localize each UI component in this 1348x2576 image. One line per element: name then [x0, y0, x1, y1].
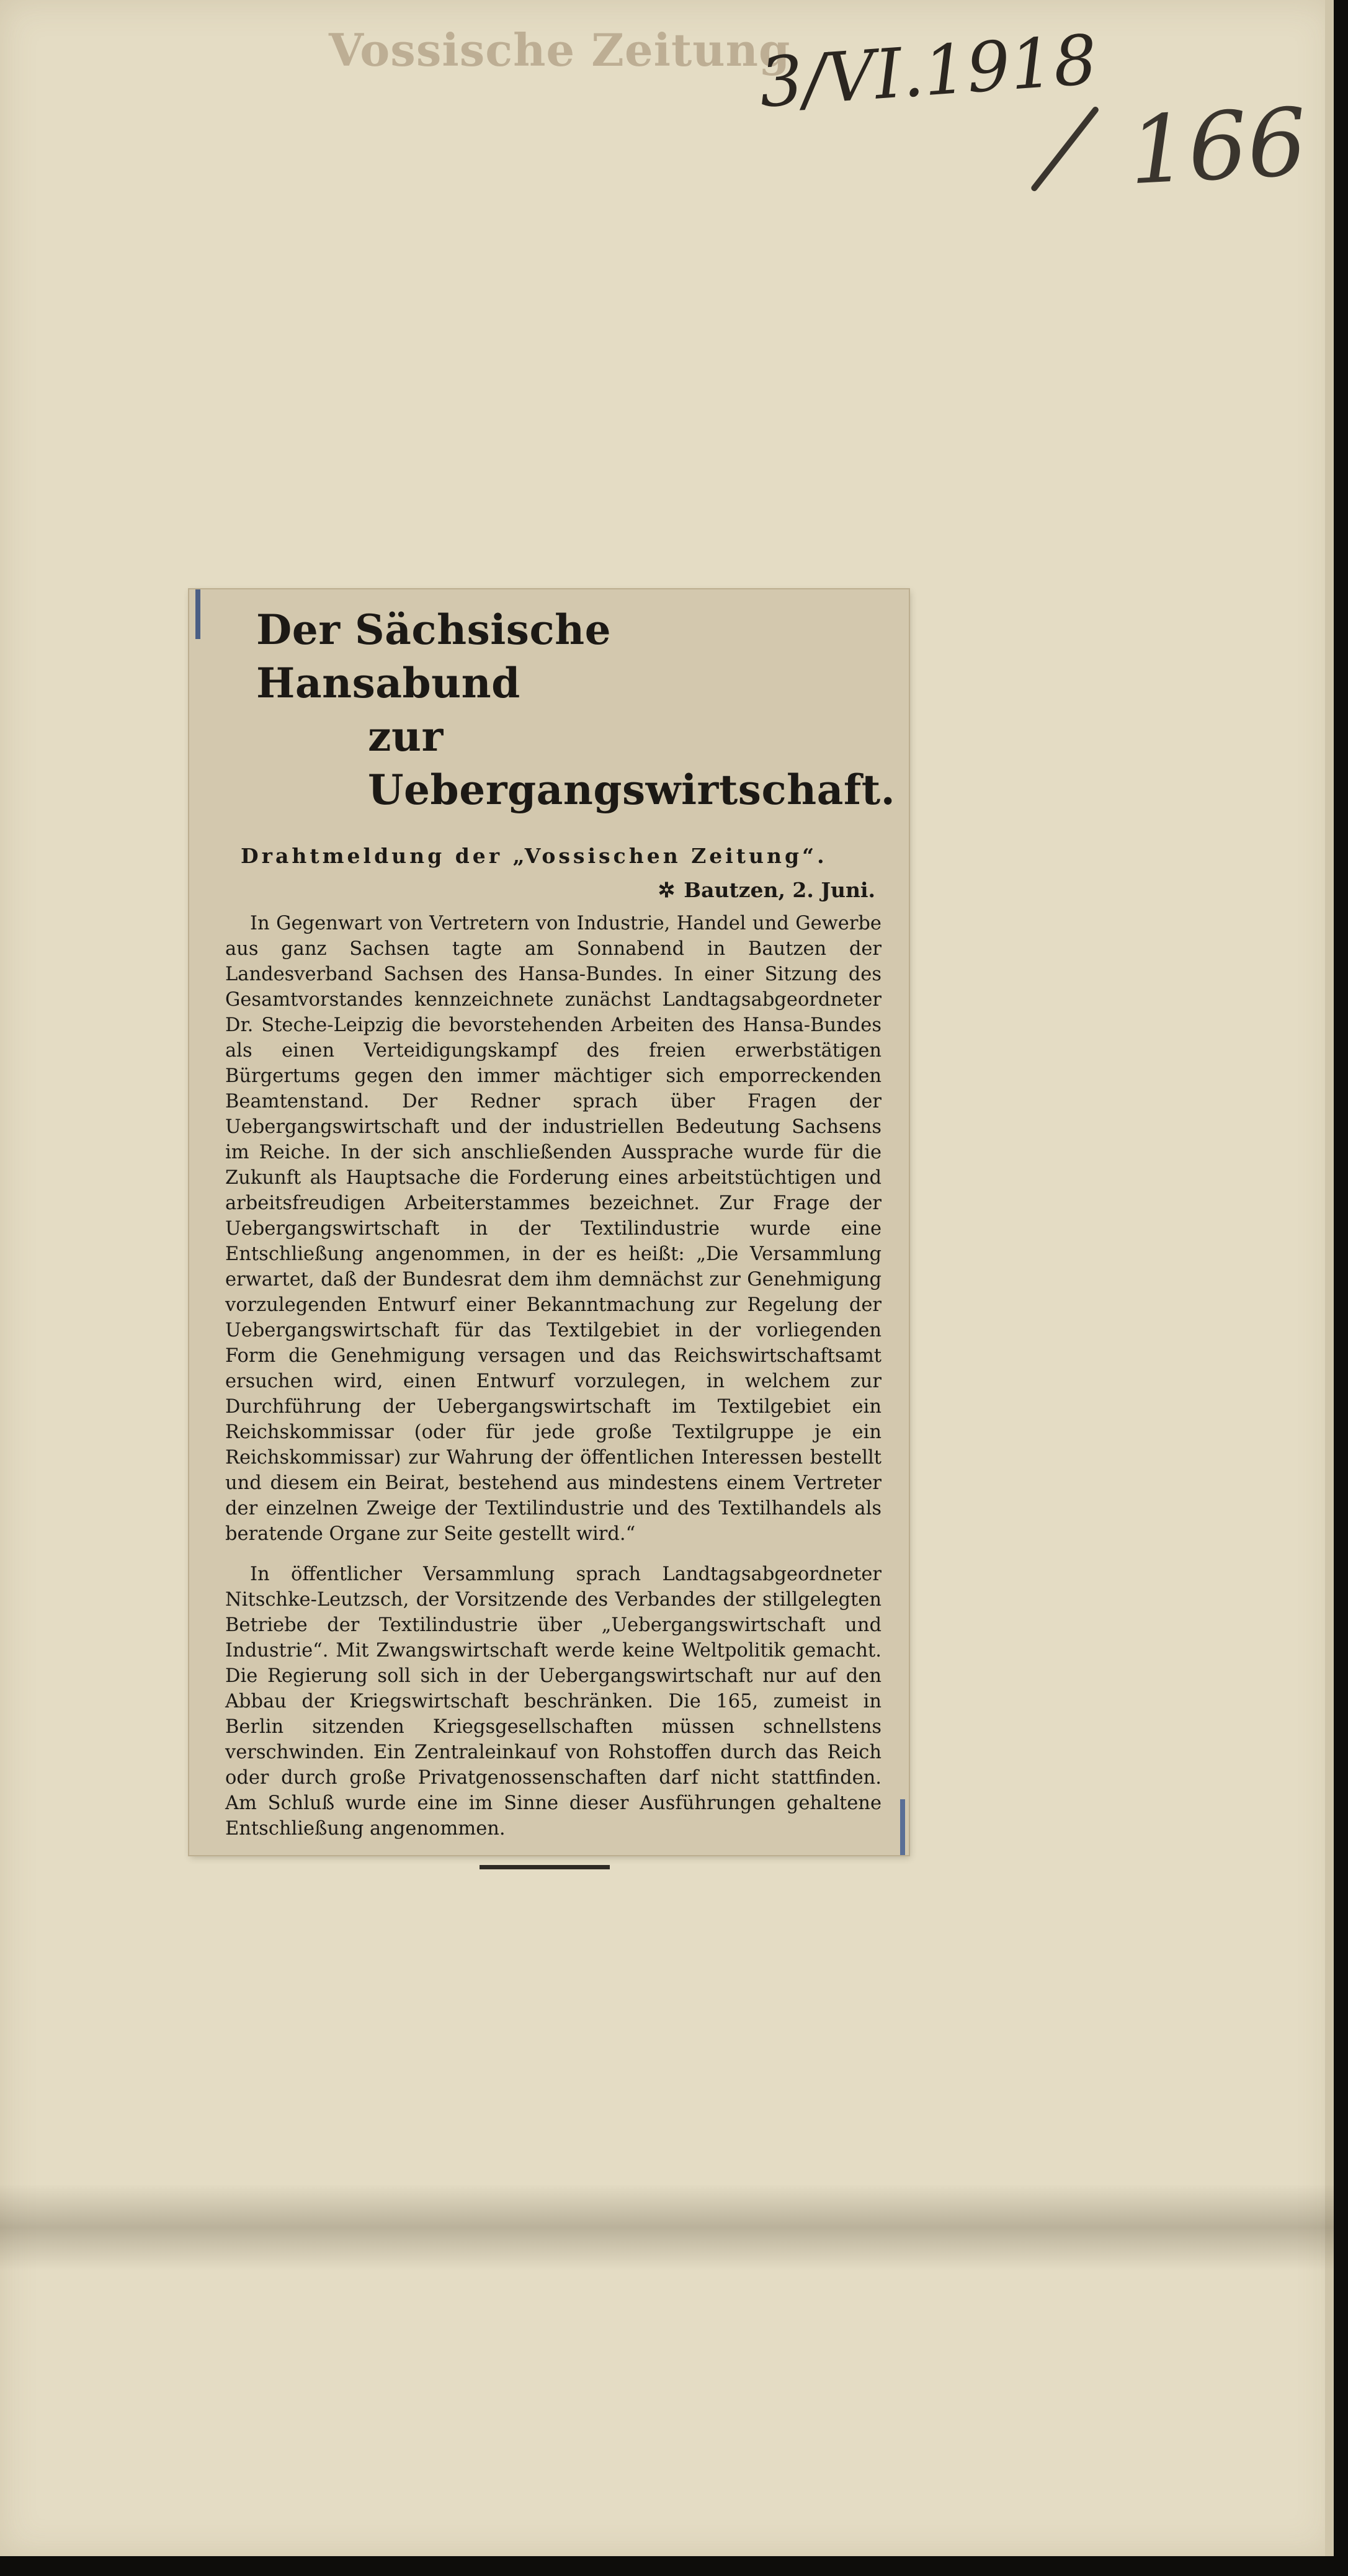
- scan-shadow-band: [0, 2184, 1334, 2271]
- handwritten-page-number: 166: [1126, 88, 1310, 206]
- clipping-blue-mark-right: [900, 1799, 905, 1855]
- dateline-star-icon: ✲: [658, 878, 676, 902]
- article-dateline: [225, 878, 882, 902]
- article-paragraph-1: In Gegenwart von Vertretern von Industrie, Handel und Gewerbe aus ganz Sachsen tagte am Sonnabend in Bautzen der Landesverband Sachsen des Hansa-Bundes. In einer Sitzung des Gesamtvorstandes kennzeichnete zunächst Landtagsabgeordneter Dr. Steche-Leipzig die bevorstehenden Arbeiten des Hansa-Bundes als einen Verteidigungskampf des freien erwerbstätigen Bürgertums gegen den immer mächtiger sich emporreckenden Beamtenstand. Der Redner sprach über Fragen der Uebergangswirtschaft und der industriellen Bedeutung Sachsens im Reiche. In der sich anschließenden Aussprache wurde für die Zukunft als Hauptsache die Forderung eines arbeitstüchtigen und arbeitsfreudigen Arbeiterstammes bezeichnet. Zur Frage der Uebergangswirtschaft in der Textilindustrie wurde eine Entschließung angenommen, in der es heißt: „Die Versammlung erwartet, daß der Bundesrat dem ihm demnächst zur Genehmigung vorzulegenden Entwurf einer Bekanntmachung zur Regelung der Uebergangswirtschaft für das Textilgebiet in der vorliegenden Form die Genehmigung versagen und das Reichswirtschaftsamt ersuchen wird, einen Entwurf vorzulegen, in welchem zur Durchführung der Uebergangswirtschaft im Textilgebiet ein Reichskommissar (oder für jede große Textilgruppe je ein Reichskommissar) zur Wahrung der öffentlichen Interessen bestellt und diesem ein Beirat, bestehend aus mindestens einem Vertreter der einzelnen Zweige der Textilindustrie und des Textilhandels als beratende Organe zur Seite gestellt wird.“: [225, 913, 882, 1545]
- article-subtitle: Drahtmeldung der „Vossischen Zeitung“.: [241, 844, 828, 868]
- article-title: [225, 603, 896, 816]
- dateline-text: Bautzen, 2. Juni.: [684, 878, 875, 902]
- end-rule: [480, 1865, 610, 1869]
- article-paragraph-2: In öffentlicher Versammlung sprach Landtagsabgeordneter Nitschke-Leutzsch, der Vorsitzende des Verbandes der stillgelegten Betriebe der Textilindustrie über „Uebergangswirtschaft und Industrie“. Mit Zwangswirtschaft werde keine Weltpolitik gemacht. Die Regierung soll sich in der Uebergangswirtschaft nur auf den Abbau der Kriegswirtschaft beschränken. Die 165, zumeist in Berlin sitzenden Kriegsgesellschaften müssen schnellstens verschwinden. Ein Zentraleinkauf von Rohstoffen durch das Reich oder durch große Privatgenossenschaften darf nicht stattfinden. Am Schluß wurde eine im Sinne dieser Ausführungen gehaltene Entschließung angenommen.: [225, 1563, 882, 1840]
- sheet-edge: [1325, 0, 1334, 2556]
- newspaper-clipping: [189, 589, 909, 1855]
- article-title-line-2: zur Uebergangswirtschaft.: [368, 712, 896, 814]
- handwritten-date: 3/VI.1918: [757, 19, 1100, 123]
- article-title-line-1: Der Sächsische Hansabund: [256, 606, 612, 707]
- newspaper-stamp: Vossische Zeitung: [329, 24, 791, 76]
- clipping-blue-mark-left: [195, 589, 200, 639]
- handwritten-stroke: [1030, 105, 1100, 192]
